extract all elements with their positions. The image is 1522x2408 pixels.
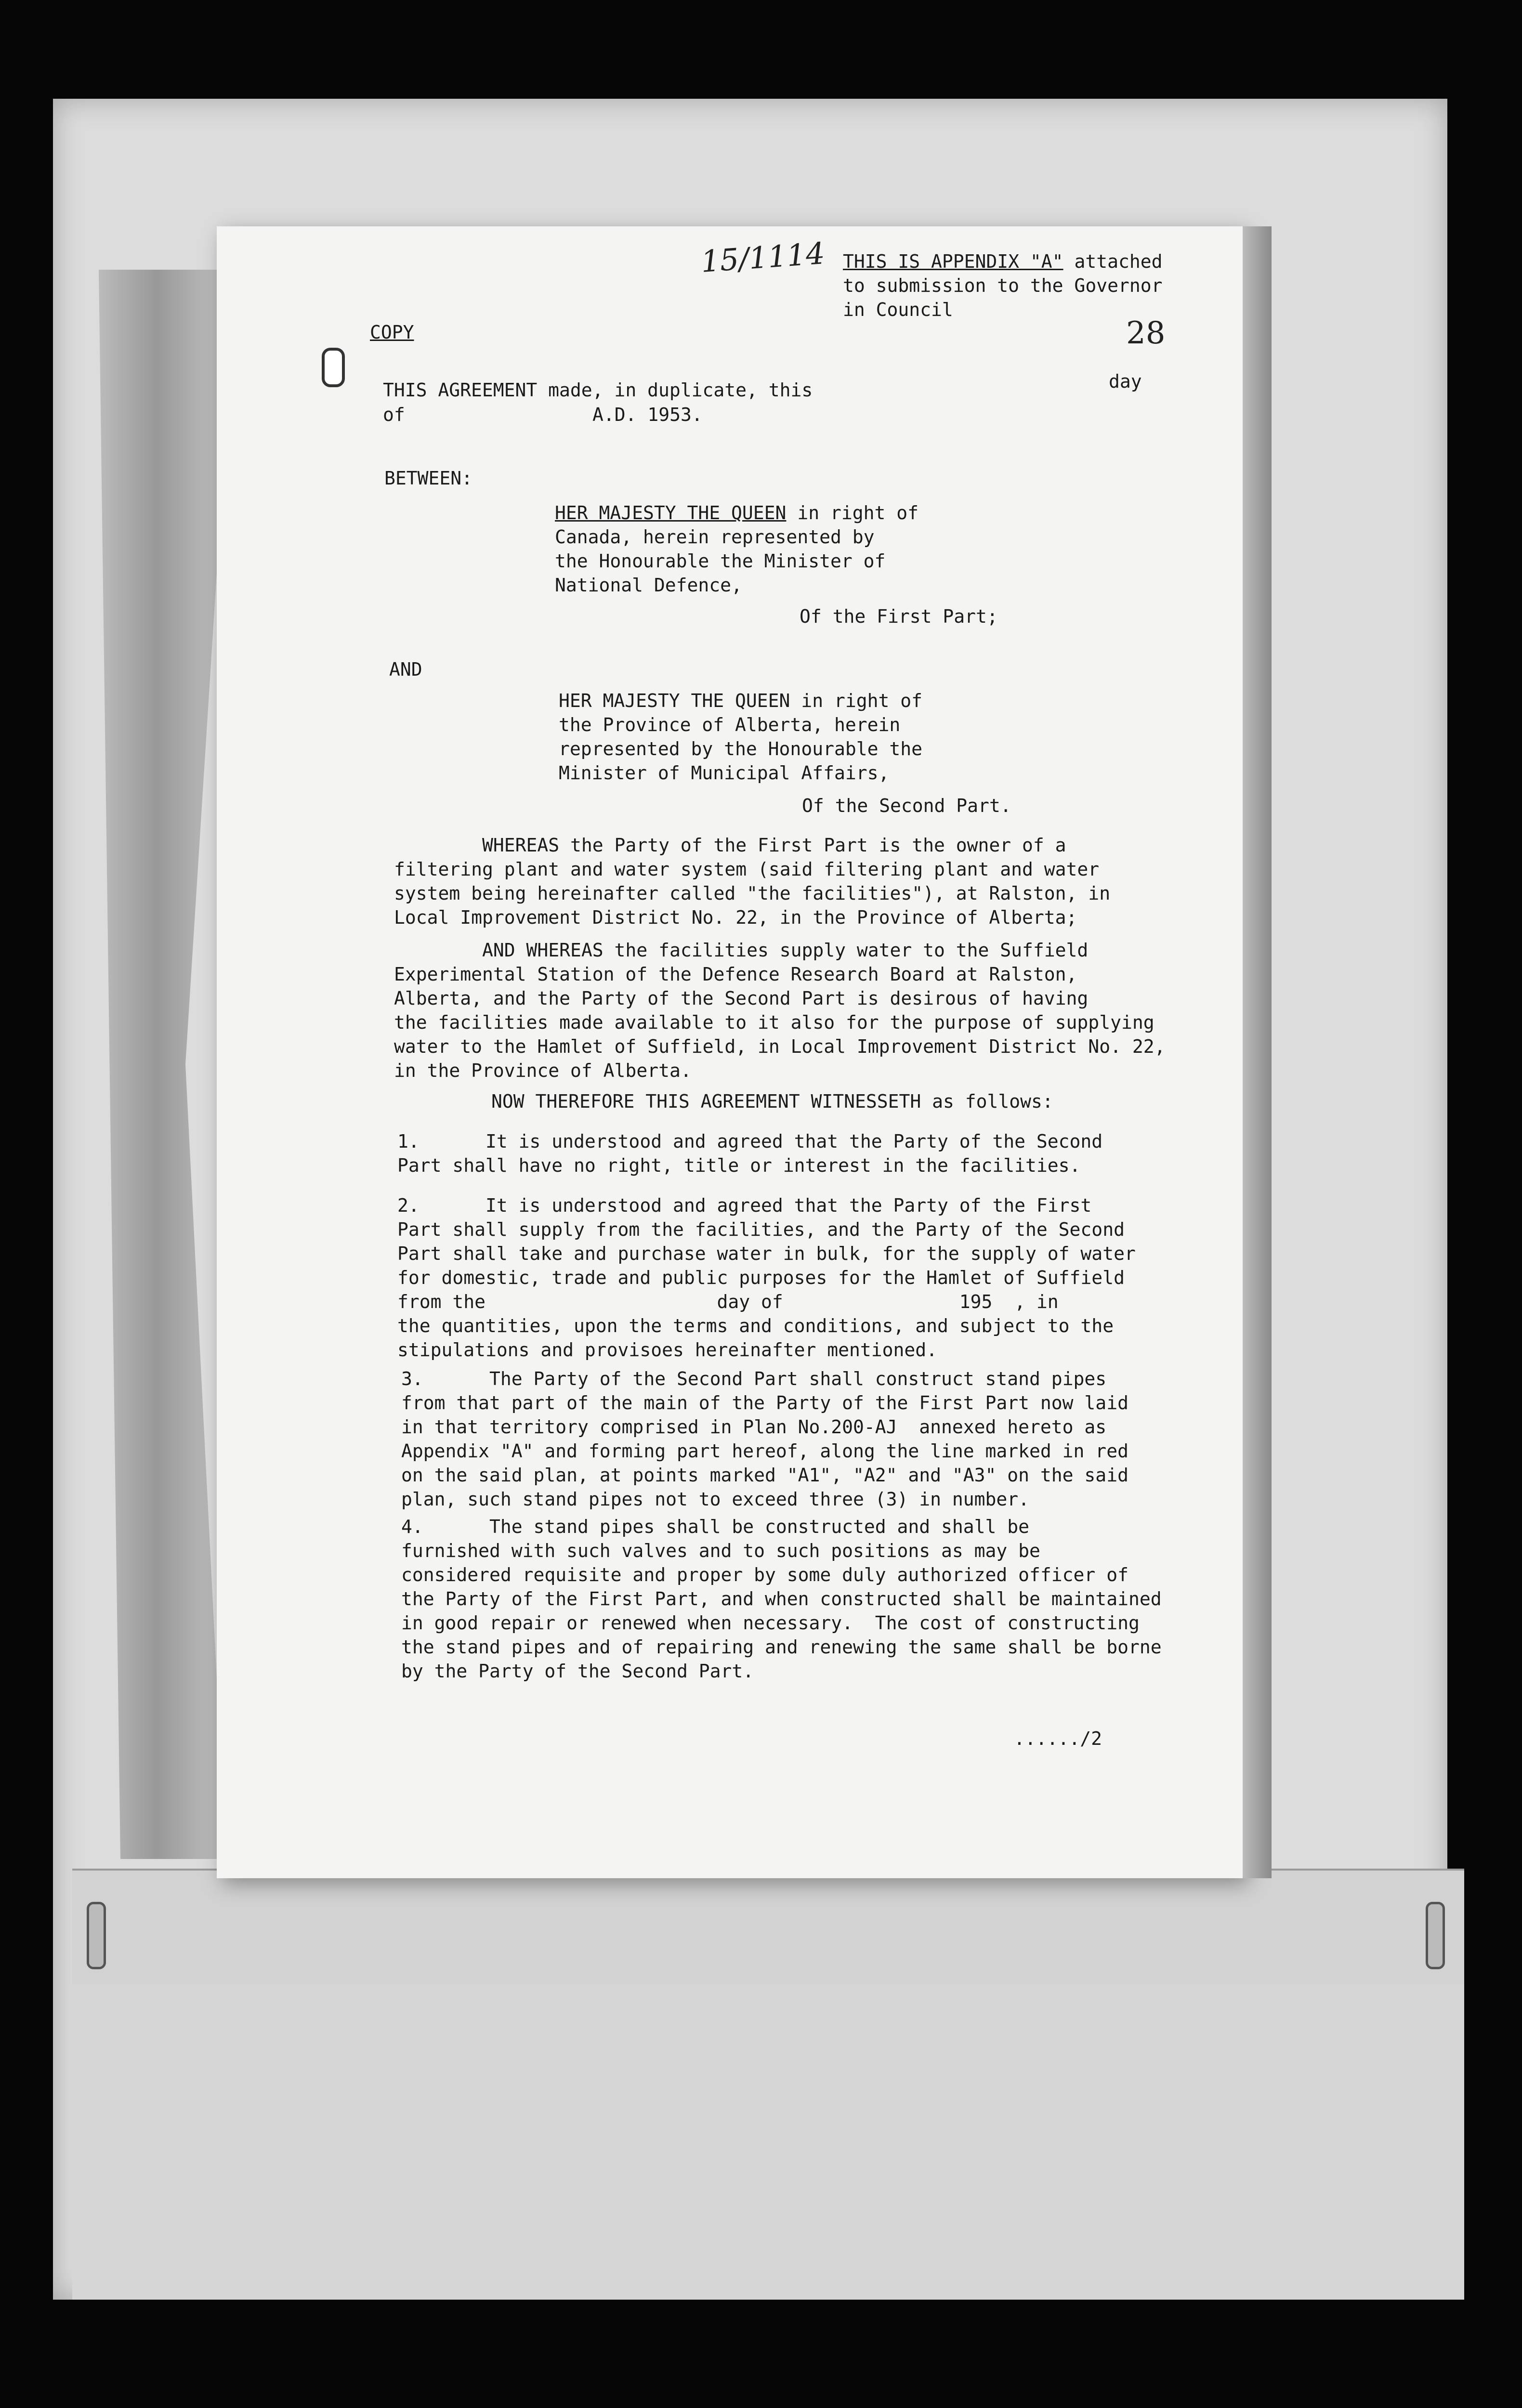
clause-2-line: the quantities, upon the terms and conditions, and subject to the (397, 1315, 1114, 1336)
appendix-note: THIS IS APPENDIX "A" attached (843, 251, 1163, 272)
appendix-note-line2: to submission to the Governor (843, 275, 1163, 296)
whereas-paragraph-line: Local Improvement District No. 22, in the Province of Alberta; (394, 907, 1077, 928)
whereas-paragraph-line: WHEREAS the Party of the First Part is the owner of a (394, 835, 1066, 856)
clause-3-line: in that territory comprised in Plan No.200-AJ annexed hereto as (401, 1416, 1107, 1438)
clause-4-line: considered requisite and proper by some duly authorized officer of (401, 1564, 1128, 1585)
and-whereas-paragraph-line: Experimental Station of the Defence Research Board at Ralston, (394, 964, 1077, 985)
clause-3-line: on the said plan, at points marked "A1", "A2" and "A3" on the said (401, 1465, 1128, 1486)
bottom-backing (72, 1984, 1464, 2300)
first-party-line2: Canada, herein represented by (555, 526, 875, 548)
clause-4-line: the Party of the First Part, and when constructed shall be maintained (401, 1588, 1162, 1610)
left-clip-icon (87, 1902, 106, 1969)
and-word: AND (389, 659, 422, 680)
clause-2-line: from the day of 195 , in (397, 1291, 1059, 1312)
clause-2-line: stipulations and provisoes hereinafter mentioned. (397, 1339, 938, 1361)
clause-4-line: by the Party of the Second Part. (401, 1661, 754, 1682)
now-therefore-heading: NOW THEREFORE THIS AGREEMENT WITNESSETH as follows: (491, 1091, 1053, 1112)
clause-4-line: the stand pipes and of repairing and renewing the same shall be borne (401, 1636, 1162, 1658)
clause-1-line: 1. It is understood and agreed that the Party of the Second (397, 1131, 1103, 1152)
and-whereas-paragraph-line: water to the Hamlet of Suffield, in Local Improvement District No. 22, (394, 1036, 1166, 1057)
appendix-note-line3: in Council (843, 299, 953, 320)
first-part-label: Of the First Part; (800, 606, 998, 627)
second-party-line3: represented by the Honourable the (559, 738, 922, 759)
second-part-label: Of the Second Part. (802, 795, 1011, 816)
first-party-line4: National Defence, (555, 575, 742, 596)
between-heading: BETWEEN: (384, 468, 473, 489)
and-whereas-paragraph-line: Alberta, and the Party of the Second Part is desirous of having (394, 988, 1089, 1009)
clause-3-line: 3. The Party of the Second Part shall construct stand pipes (401, 1368, 1107, 1389)
second-party-line1: HER MAJESTY THE QUEEN in right of (559, 690, 922, 711)
day-number: 28 (1126, 315, 1166, 351)
clause-1-line: Part shall have no right, title or interest in the facilities. (397, 1155, 1081, 1176)
agreement-intro: THIS AGREEMENT made, in duplicate, this (383, 380, 813, 401)
first-party: HER MAJESTY THE QUEEN in right of (555, 502, 918, 523)
agreement-intro-of: of (383, 404, 405, 425)
binder-hole-icon (322, 348, 345, 387)
second-party-line4: Minister of Municipal Affairs, (559, 762, 890, 784)
clause-2-line: Part shall take and purchase water in bulk, for the supply of water (397, 1243, 1136, 1264)
agreement-year: A.D. 1953. (592, 404, 703, 425)
whereas-paragraph-line: filtering plant and water system (said filtering plant and water (394, 859, 1100, 880)
clause-4-line: in good repair or renewed when necessary. The cost of constructing (401, 1612, 1140, 1634)
clause-2-line: for domestic, trade and public purposes for the Hamlet of Suffield (397, 1267, 1125, 1288)
clause-2-line: 2. It is understood and agreed that the Party of the First (397, 1195, 1092, 1216)
second-party-line2: the Province of Alberta, herein (559, 714, 901, 735)
lower-sheet (72, 1869, 1464, 1989)
clause-3-line: from that part of the main of the Party of the First Part now laid (401, 1392, 1128, 1413)
handwritten-reference: 15/1114 (699, 236, 826, 279)
clause-2-line: Part shall supply from the facilities, and the Party of the Second (397, 1219, 1125, 1240)
clause-4-line: 4. The stand pipes shall be constructed and shall be (401, 1516, 1030, 1537)
and-whereas-paragraph-line: in the Province of Alberta. (394, 1060, 692, 1081)
clause-4-line: furnished with such valves and to such positions as may be (401, 1540, 1040, 1561)
whereas-paragraph-line: system being hereinafter called "the facilities"), at Ralston, in (394, 883, 1111, 904)
copy-label: COPY (370, 322, 414, 343)
page-continuation: ....../2 (1014, 1728, 1102, 1749)
clause-3-line: plan, such stand pipes not to exceed three (3) in number. (401, 1489, 1030, 1510)
and-whereas-paragraph-line: AND WHEREAS the facilities supply water to the Suffield (394, 940, 1089, 961)
day-word: day (1109, 371, 1142, 392)
page-edge-shadow (1243, 226, 1272, 1878)
right-clip-icon (1426, 1902, 1445, 1969)
first-party-line3: the Honourable the Minister of (555, 550, 886, 572)
and-whereas-paragraph-line: the facilities made available to it also for the purpose of supplying (394, 1012, 1155, 1033)
clause-3-line: Appendix "A" and forming part hereof, along the line marked in red (401, 1440, 1128, 1462)
